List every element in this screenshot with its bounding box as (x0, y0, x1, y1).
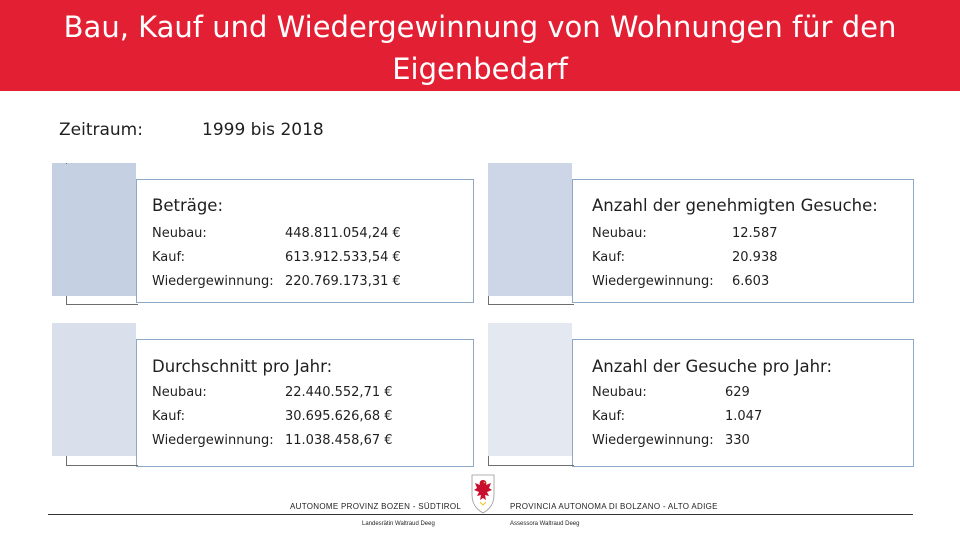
row-key: Neubau: (592, 226, 647, 241)
period-value: 1999 bis 2018 (202, 120, 324, 140)
row-key: Kauf: (152, 409, 185, 424)
card-approved-requests (488, 163, 914, 303)
footer-councillor-it: Assessora Waltraud Deeg (510, 521, 580, 527)
card-amounts-accent (52, 163, 136, 296)
card-per-year-underline (488, 465, 574, 466)
row-key: Wiedergewinnung: (592, 274, 714, 289)
row-value: 220.769.173,31 € (285, 274, 401, 289)
card-requests-per-year (488, 323, 914, 468)
row-value: 330 (725, 433, 750, 448)
card-per-year-accent (488, 323, 572, 456)
row-key: Neubau: (152, 226, 207, 241)
card-average-bracket-left (66, 456, 67, 465)
row-key: Neubau: (152, 385, 207, 400)
row-key: Wiedergewinnung: (592, 433, 714, 448)
card-amounts-underline (66, 304, 138, 305)
card-approved-underline (488, 304, 574, 305)
row-value: 30.695.626,68 € (285, 409, 393, 424)
page-title: Bau, Kauf und Wiedergewinnung von Wohnungen für den Eigenbedarf (63, 10, 897, 86)
row-value: 6.603 (732, 274, 770, 289)
card-approved-heading: Anzahl der genehmigten Gesuche: (592, 196, 878, 215)
row-value: 613.912.533,54 € (285, 250, 401, 265)
row-key: Neubau: (592, 385, 647, 400)
tyrolean-eagle-icon (469, 471, 497, 515)
footer-province-it: PROVINCIA AUTONOMA DI BOLZANO - ALTO ADIGE (510, 502, 718, 511)
row-value: 448.811.054,24 € (285, 226, 401, 241)
row-key: Kauf: (152, 250, 185, 265)
footer-province-de: AUTONOME PROVINZ BOZEN - SÜDTIROL (290, 502, 462, 511)
row-value: 11.038.458,67 € (285, 433, 393, 448)
card-per-year-bracket-left (488, 456, 489, 465)
card-amounts-heading: Beträge: (152, 196, 224, 215)
row-key: Wiedergewinnung: (152, 433, 274, 448)
footer-councillor-de: Landesrätin Waltraud Deeg (362, 521, 435, 527)
card-average-heading: Durchschnitt pro Jahr: (152, 357, 333, 376)
card-amounts (52, 163, 474, 303)
row-value: 20.938 (732, 250, 778, 265)
row-value: 1.047 (725, 409, 763, 424)
row-value: 629 (725, 385, 750, 400)
period-label: Zeitraum: (59, 120, 143, 140)
row-value: 12.587 (732, 226, 778, 241)
card-per-year-heading: Anzahl der Gesuche pro Jahr: (592, 357, 833, 376)
row-key: Kauf: (592, 409, 625, 424)
card-amounts-bracket (66, 163, 67, 164)
card-average-underline (66, 465, 138, 466)
title-banner (0, 0, 960, 91)
card-approved-accent (488, 163, 572, 296)
row-key: Kauf: (592, 250, 625, 265)
row-value: 22.440.552,71 € (285, 385, 393, 400)
row-key: Wiedergewinnung: (152, 274, 274, 289)
card-yearly-average (52, 323, 474, 468)
card-average-accent (52, 323, 136, 456)
